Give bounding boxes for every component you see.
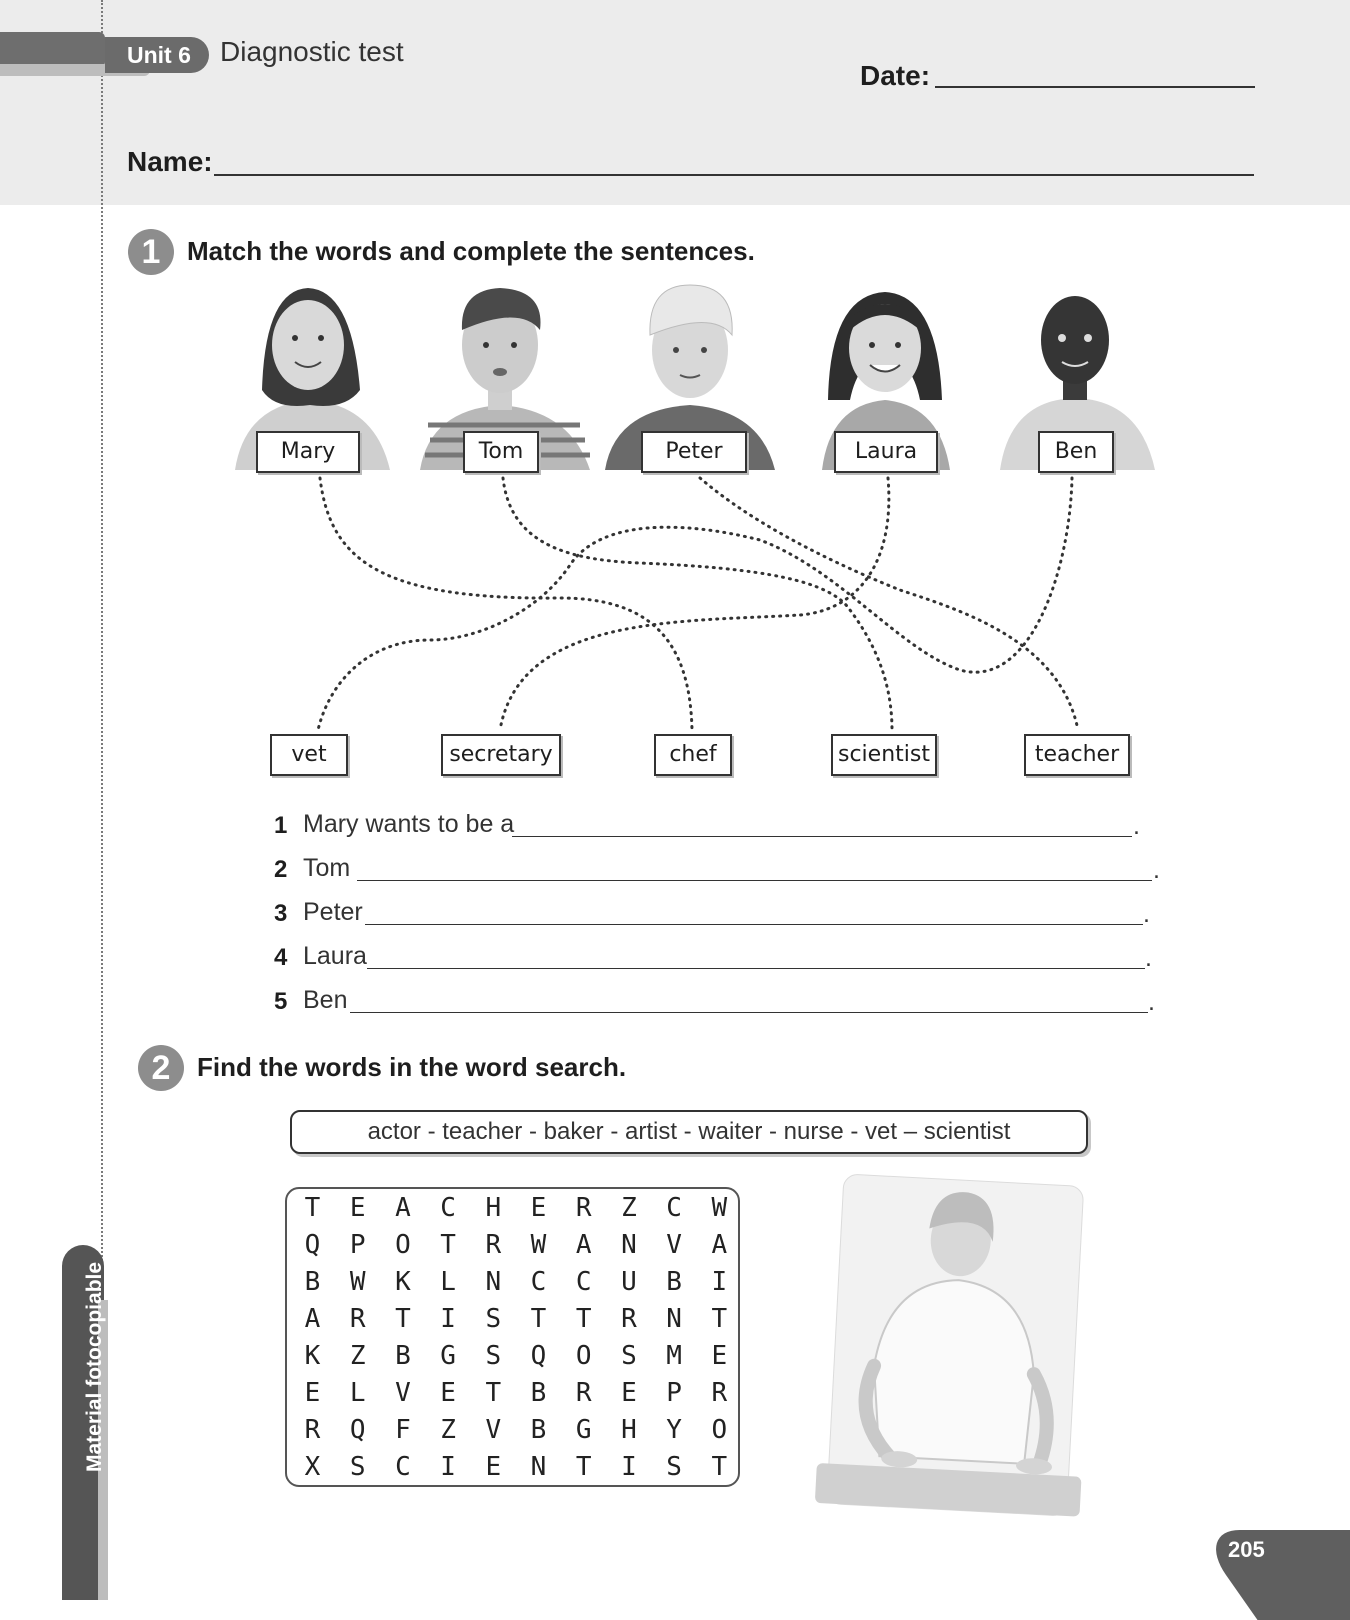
grid-letter[interactable]: S bbox=[349, 1452, 366, 1482]
sentence-number: 1 bbox=[274, 812, 288, 839]
grid-letter[interactable]: B bbox=[666, 1267, 682, 1297]
grid-letter[interactable]: E bbox=[530, 1193, 547, 1223]
grid-letter[interactable]: Z bbox=[621, 1193, 637, 1223]
grid-letter[interactable]: V bbox=[485, 1415, 502, 1445]
sentence-number: 5 bbox=[274, 988, 288, 1015]
grid-letter[interactable]: B bbox=[395, 1341, 411, 1371]
sentence-number: 2 bbox=[274, 856, 288, 883]
nurse-photo bbox=[815, 1170, 1100, 1530]
unit-badge: Unit 6 bbox=[105, 37, 209, 73]
grid-letter[interactable]: L bbox=[349, 1378, 366, 1408]
grid-letter[interactable]: A bbox=[395, 1193, 411, 1223]
grid-letter[interactable]: T bbox=[530, 1304, 547, 1334]
grid-letter[interactable]: I bbox=[440, 1304, 456, 1334]
grid-letter[interactable]: T bbox=[711, 1452, 728, 1482]
grid-letter[interactable]: B bbox=[304, 1267, 321, 1297]
grid-letter[interactable]: T bbox=[575, 1304, 592, 1334]
answer-line-1[interactable] bbox=[512, 836, 1132, 837]
grid-letter[interactable]: Z bbox=[349, 1341, 366, 1371]
grid-letter[interactable]: S bbox=[666, 1452, 682, 1482]
grid-letter[interactable]: K bbox=[304, 1341, 321, 1371]
grid-letter[interactable]: T bbox=[485, 1378, 502, 1408]
page-number: 205 bbox=[1228, 1537, 1265, 1562]
grid-letter[interactable]: R bbox=[575, 1378, 592, 1408]
name-label: Name: bbox=[127, 146, 213, 177]
grid-letter[interactable]: Z bbox=[440, 1415, 456, 1445]
grid-letter[interactable]: S bbox=[621, 1341, 637, 1371]
sentence-prompt: Ben bbox=[303, 986, 348, 1014]
grid-letter[interactable]: X bbox=[304, 1452, 321, 1482]
grid-letter[interactable]: T bbox=[575, 1452, 592, 1482]
grid-letter[interactable]: C bbox=[575, 1267, 592, 1297]
job-label-secretary: secretary bbox=[441, 734, 561, 776]
grid-letter[interactable]: N bbox=[666, 1304, 682, 1334]
grid-letter[interactable]: Q bbox=[304, 1230, 321, 1260]
grid-letter[interactable]: R bbox=[349, 1304, 366, 1334]
grid-letter[interactable]: I bbox=[621, 1452, 637, 1482]
grid-letter[interactable]: W bbox=[711, 1193, 728, 1223]
test-title: Diagnostic test bbox=[220, 36, 404, 67]
answer-line-4[interactable] bbox=[367, 968, 1145, 969]
answer-line-2[interactable] bbox=[357, 880, 1152, 881]
word-list-box: actor - teacher - baker - artist - waiter - nurse - vet – scientist bbox=[290, 1110, 1088, 1154]
grid-letter[interactable]: N bbox=[485, 1267, 502, 1297]
grid-letter[interactable]: G bbox=[575, 1415, 592, 1445]
sentence-number: 3 bbox=[274, 900, 288, 927]
child-label-peter: Peter bbox=[641, 431, 747, 473]
grid-letter[interactable]: O bbox=[395, 1230, 411, 1260]
child-label-mary: Mary bbox=[256, 431, 360, 473]
grid-letter[interactable]: O bbox=[575, 1341, 592, 1371]
grid-letter[interactable]: E bbox=[304, 1378, 321, 1408]
grid-letter[interactable]: W bbox=[349, 1267, 366, 1297]
sentence-end: . bbox=[1145, 944, 1152, 972]
sentence-prompt: Peter bbox=[303, 898, 363, 926]
grid-letter[interactable]: T bbox=[440, 1230, 456, 1260]
sentence-prompt: Mary wants to be a bbox=[303, 810, 515, 838]
grid-letter[interactable]: R bbox=[621, 1304, 637, 1334]
grid-letter[interactable]: L bbox=[440, 1267, 456, 1297]
matching-lines bbox=[318, 478, 1078, 730]
grid-letter[interactable]: P bbox=[349, 1230, 366, 1260]
word-search-grid bbox=[285, 1187, 740, 1487]
grid-letter[interactable]: E bbox=[485, 1452, 502, 1482]
grid-letter[interactable]: G bbox=[440, 1341, 456, 1371]
grid-letter[interactable]: S bbox=[485, 1341, 502, 1371]
job-label-chef: chef bbox=[654, 734, 732, 776]
grid-letter[interactable]: R bbox=[485, 1230, 502, 1260]
exercise-2-instruction: Find the words in the word search. bbox=[197, 1052, 627, 1082]
children-pictures bbox=[0, 0, 1350, 800]
grid-letter[interactable]: T bbox=[711, 1304, 728, 1334]
child-label-tom: Tom bbox=[463, 431, 539, 473]
grid-letter[interactable]: T bbox=[395, 1304, 411, 1334]
grid-letter[interactable]: I bbox=[711, 1267, 728, 1297]
grid-letter[interactable]: A bbox=[711, 1230, 728, 1260]
grid-letter[interactable]: R bbox=[711, 1378, 728, 1408]
grid-letter[interactable]: Q bbox=[530, 1341, 547, 1371]
page-number-tab bbox=[1194, 1530, 1350, 1620]
sentence-end: . bbox=[1133, 812, 1140, 840]
sentence-end: . bbox=[1148, 988, 1155, 1016]
grid-letter[interactable]: F bbox=[395, 1415, 411, 1445]
grid-letter[interactable]: C bbox=[530, 1267, 547, 1297]
grid-letter[interactable]: B bbox=[530, 1415, 547, 1445]
exercise-1-instruction: Match the words and complete the sentences. bbox=[187, 236, 755, 266]
grid-letter[interactable]: R bbox=[575, 1193, 592, 1223]
job-label-teacher: teacher bbox=[1024, 734, 1130, 776]
grid-letter[interactable]: K bbox=[395, 1267, 411, 1297]
sentence-end: . bbox=[1153, 856, 1160, 884]
sentence-prompt: Tom bbox=[303, 854, 351, 882]
grid-letter[interactable]: N bbox=[621, 1230, 637, 1260]
grid-letter[interactable]: Y bbox=[666, 1415, 682, 1445]
exercise-1-number: 1 bbox=[128, 229, 174, 275]
grid-letter[interactable]: H bbox=[621, 1415, 637, 1445]
grid-letter[interactable]: M bbox=[666, 1341, 682, 1371]
job-label-vet: vet bbox=[270, 734, 348, 776]
grid-letter[interactable]: C bbox=[440, 1193, 456, 1223]
grid-letter[interactable]: H bbox=[485, 1193, 502, 1223]
sentence-end: . bbox=[1143, 900, 1150, 928]
grid-letter[interactable]: E bbox=[440, 1378, 456, 1408]
grid-letter[interactable]: V bbox=[666, 1230, 682, 1260]
child-label-ben: Ben bbox=[1038, 431, 1114, 473]
grid-letter[interactable]: Q bbox=[349, 1415, 366, 1445]
side-tab-label: Material fotocopiable bbox=[83, 1261, 106, 1472]
answer-line-3[interactable] bbox=[365, 924, 1143, 925]
grid-letter[interactable]: W bbox=[530, 1230, 547, 1260]
grid-letter[interactable]: T bbox=[304, 1193, 321, 1223]
grid-letter[interactable]: I bbox=[440, 1452, 456, 1482]
answer-line-5[interactable] bbox=[350, 1012, 1148, 1013]
grid-letter[interactable]: E bbox=[621, 1378, 637, 1408]
exercise-2-number: 2 bbox=[138, 1045, 184, 1091]
grid-letter[interactable]: E bbox=[711, 1341, 728, 1371]
grid-letter[interactable]: C bbox=[666, 1193, 682, 1223]
sentence-number: 4 bbox=[274, 944, 288, 971]
grid-letter[interactable]: C bbox=[395, 1452, 411, 1482]
grid-letter[interactable]: N bbox=[530, 1452, 547, 1482]
grid-letter[interactable]: O bbox=[711, 1415, 728, 1445]
date-label: Date: bbox=[860, 60, 931, 91]
grid-letter[interactable]: E bbox=[349, 1193, 366, 1223]
grid-letter[interactable]: A bbox=[575, 1230, 592, 1260]
grid-letter[interactable]: B bbox=[530, 1378, 547, 1408]
grid-letter[interactable]: S bbox=[485, 1304, 502, 1334]
sentence-prompt: Laura bbox=[303, 942, 367, 970]
grid-letter[interactable]: U bbox=[621, 1267, 637, 1297]
grid-letter[interactable]: A bbox=[304, 1304, 321, 1334]
grid-letter[interactable]: P bbox=[666, 1378, 682, 1408]
grid-letter[interactable]: R bbox=[304, 1415, 321, 1445]
grid-letter[interactable]: V bbox=[395, 1378, 411, 1408]
job-label-scientist: scientist bbox=[831, 734, 937, 776]
child-label-laura: Laura bbox=[834, 431, 938, 473]
